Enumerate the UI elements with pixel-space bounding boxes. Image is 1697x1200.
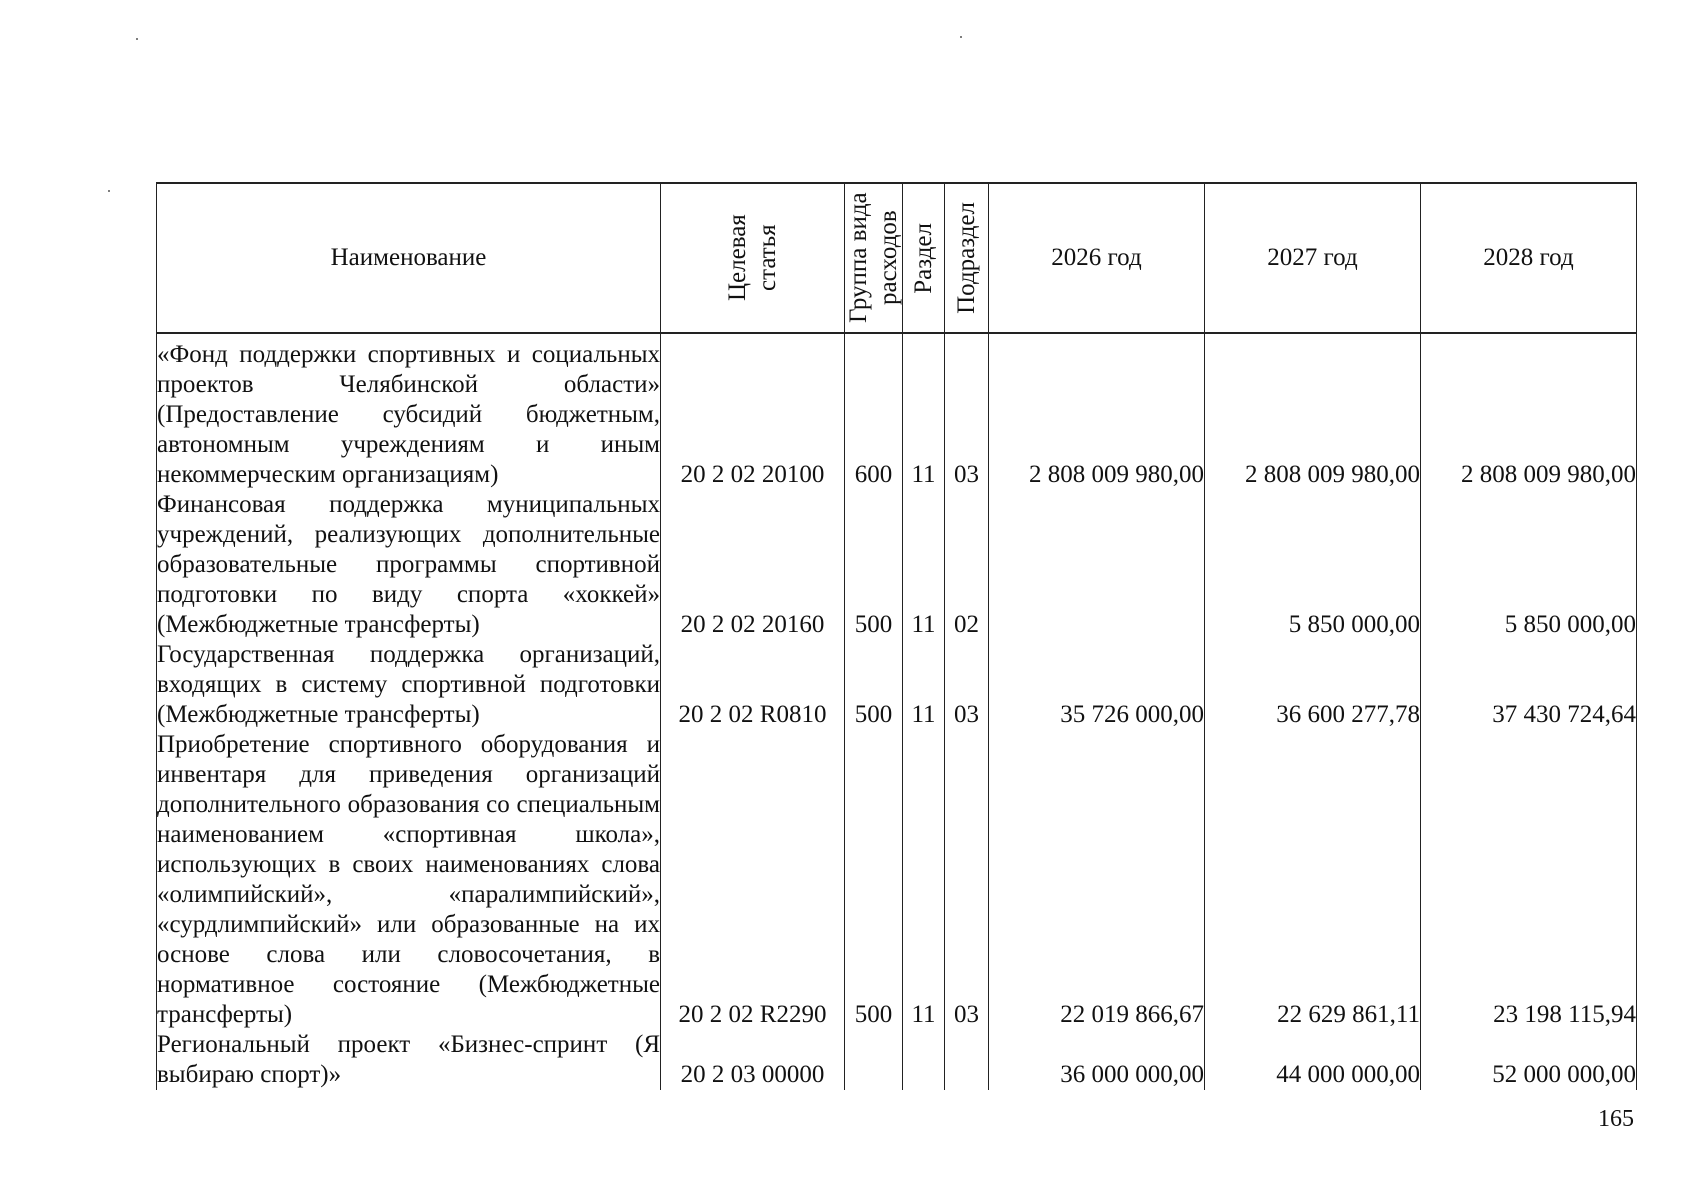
row-name: Финансовая поддержка муниципальных учреждений, реализующих дополнительные образовательные программы спортивной подготовки по виду спорта «хоккей» (Межбюджетные трансферты)	[157, 491, 660, 638]
table-header	[157, 183, 1637, 333]
table-body	[157, 333, 1637, 1090]
header-year-2026: 2026 год	[989, 183, 1205, 333]
row-value-2028: 37 430 724,64	[1421, 640, 1637, 730]
header-year-2027: 2027 год	[1205, 183, 1421, 333]
header-expense-group: Группа вида расходов	[845, 183, 903, 333]
header-year-2028: 2028 год	[1421, 183, 1637, 333]
row-value-2027: 22 629 861,11	[1205, 730, 1421, 1030]
row-value-2026	[989, 490, 1205, 640]
header-row	[157, 183, 1637, 333]
scan-speck	[136, 38, 138, 40]
row-value-2028: 23 198 115,94	[1421, 730, 1637, 1030]
scan-speck	[960, 36, 962, 38]
row-value-2028: 5 850 000,00	[1421, 490, 1637, 640]
row-section: 11	[903, 490, 945, 640]
table-row	[157, 1030, 1637, 1090]
table-row	[157, 640, 1637, 730]
page-number: 165	[1598, 1106, 1634, 1132]
row-target-article: 20 2 02 R2290	[661, 730, 845, 1030]
table-row	[157, 730, 1637, 1030]
row-expense-group: 500	[845, 490, 903, 640]
row-target-article: 20 2 02 R0810	[661, 640, 845, 730]
row-value-2026: 36 000 000,00	[989, 1030, 1205, 1090]
row-value-2027: 5 850 000,00	[1205, 490, 1421, 640]
row-name: Региональный проект «Бизнес-спринт (Я выбираю спорт)»	[157, 1031, 660, 1088]
row-subsection: 03	[945, 730, 989, 1030]
row-name: Приобретение спортивного оборудования и инвентаря для приведения организаций дополнительного образования со специальным наименованием «спортивная школа», использующих в своих наименованиях слова «олимпийский», «паралимпийский», «сурдлимпийский» или образованные на их основе слова или словосочетания, в нормативное состояние (Межбюджетные трансферты)	[157, 731, 660, 1028]
row-section: 11	[903, 333, 945, 490]
row-expense-group	[845, 1030, 903, 1090]
row-target-article: 20 2 03 00000	[661, 1030, 845, 1090]
header-subsection: Подраздел	[945, 183, 989, 333]
budget-table	[156, 182, 1637, 1090]
header-section: Раздел	[903, 183, 945, 333]
row-name: «Фонд поддержки спортивных и социальных проектов Челябинской области» (Предоставление субсидий бюджетным, автономным учреждениям и иным некоммерческим организациям)	[157, 333, 661, 490]
row-section: 11	[903, 730, 945, 1030]
row-value-2028: 52 000 000,00	[1421, 1030, 1637, 1090]
row-value-2026: 22 019 866,67	[989, 730, 1205, 1030]
row-section: 11	[903, 640, 945, 730]
row-expense-group: 500	[845, 730, 903, 1030]
row-target-article: 20 2 02 20100	[661, 333, 845, 490]
row-subsection: 03	[945, 333, 989, 490]
row-subsection: 03	[945, 640, 989, 730]
row-value-2026: 35 726 000,00	[989, 640, 1205, 730]
row-value-2027: 44 000 000,00	[1205, 1030, 1421, 1090]
row-name: Государственная поддержка организаций, входящих в систему спортивной подготовки (Межбюджетные трансферты)	[157, 641, 660, 728]
scan-speck	[108, 190, 110, 192]
row-section	[903, 1030, 945, 1090]
row-target-article: 20 2 02 20160	[661, 490, 845, 640]
row-value-2027: 2 808 009 980,00	[1205, 333, 1421, 490]
row-subsection	[945, 1030, 989, 1090]
header-target-article: Целевая статья	[661, 183, 845, 333]
row-value-2028: 2 808 009 980,00	[1421, 333, 1637, 490]
table-row	[157, 490, 1637, 640]
header-name: Наименование	[157, 183, 661, 333]
row-value-2026: 2 808 009 980,00	[989, 333, 1205, 490]
table-row	[157, 333, 1637, 490]
row-expense-group: 500	[845, 640, 903, 730]
row-subsection: 02	[945, 490, 989, 640]
row-value-2027: 36 600 277,78	[1205, 640, 1421, 730]
row-expense-group: 600	[845, 333, 903, 490]
